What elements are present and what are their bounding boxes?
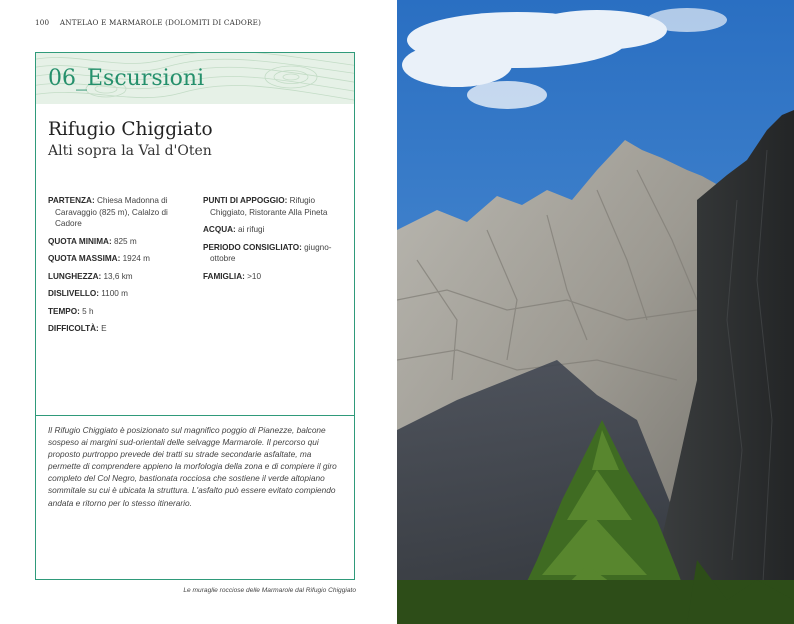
- mountain-photo: [397, 0, 794, 624]
- fact-punti-di-appoggio: PUNTI DI APPOGGIO: Rifugio Chiggiato, Ristorante Alla Pineta: [203, 196, 328, 217]
- hike-info-card: [35, 52, 355, 580]
- photo-caption: Le muraglie rocciose delle Marmarole dal Rifugio Chiggiato: [183, 587, 356, 594]
- section-title: 06_Escursioni: [48, 66, 205, 91]
- fact-lunghezza: LUNGHEZZA: 13,6 km: [48, 271, 133, 281]
- intro-paragraph: Il Rifugio Chiggiato è posizionato sul magnifico poggio di Pianezze, balcone sospeso ai margini sud-orientali delle selvagge Marmarole. Il percorso qui proposto purtroppo prevede dei tratti su strade secondarie asfaltate, ma permette di comprendere appieno la morfologia della zona e di compiere il giro completo del Col Negro, bastionata rocciosa che sostiene il verde altopiano sommitale su cui è ubicata la struttura. L'asfalto può essere evitato compiendo andata e ritorno per lo stesso itinerario.: [48, 425, 337, 508]
- fact-difficolta: DIFFICOLTÀ: E: [48, 324, 107, 333]
- fact-tempo: TEMPO: 5 h: [48, 306, 94, 316]
- hike-subtitle: Alti sopra la Val d'Oten: [48, 143, 212, 159]
- fact-dislivello: DISLIVELLO: 1100 m: [48, 289, 128, 298]
- running-head: [35, 18, 261, 27]
- page-number: 100: [35, 18, 50, 27]
- fact-partenza: PARTENZA: Chiesa Madonna di Caravaggio (825 m), Calalzo di Cadore: [48, 196, 168, 228]
- hike-title: Rifugio Chiggiato: [48, 119, 213, 140]
- fact-quota-massima: QUOTA MASSIMA: 1924 m: [48, 254, 150, 263]
- facts-left-column: [48, 195, 188, 341]
- card-header: [36, 53, 354, 104]
- card-divider: [36, 415, 354, 416]
- fact-periodo-consigliato: PERIODO CONSIGLIATO: giugno-ottobre: [203, 242, 332, 263]
- fact-famiglia: FAMIGLIA: >10: [203, 271, 262, 281]
- running-head-title: ANTELAO E MARMAROLE (DOLOMITI DI CADORE): [59, 18, 262, 27]
- mountain-landscape-image: [397, 0, 794, 624]
- facts-right-column: [203, 195, 348, 288]
- fact-quota-minima: QUOTA MINIMA: 825 m: [48, 236, 137, 246]
- fact-acqua: ACQUA: ai rifugi: [203, 225, 265, 234]
